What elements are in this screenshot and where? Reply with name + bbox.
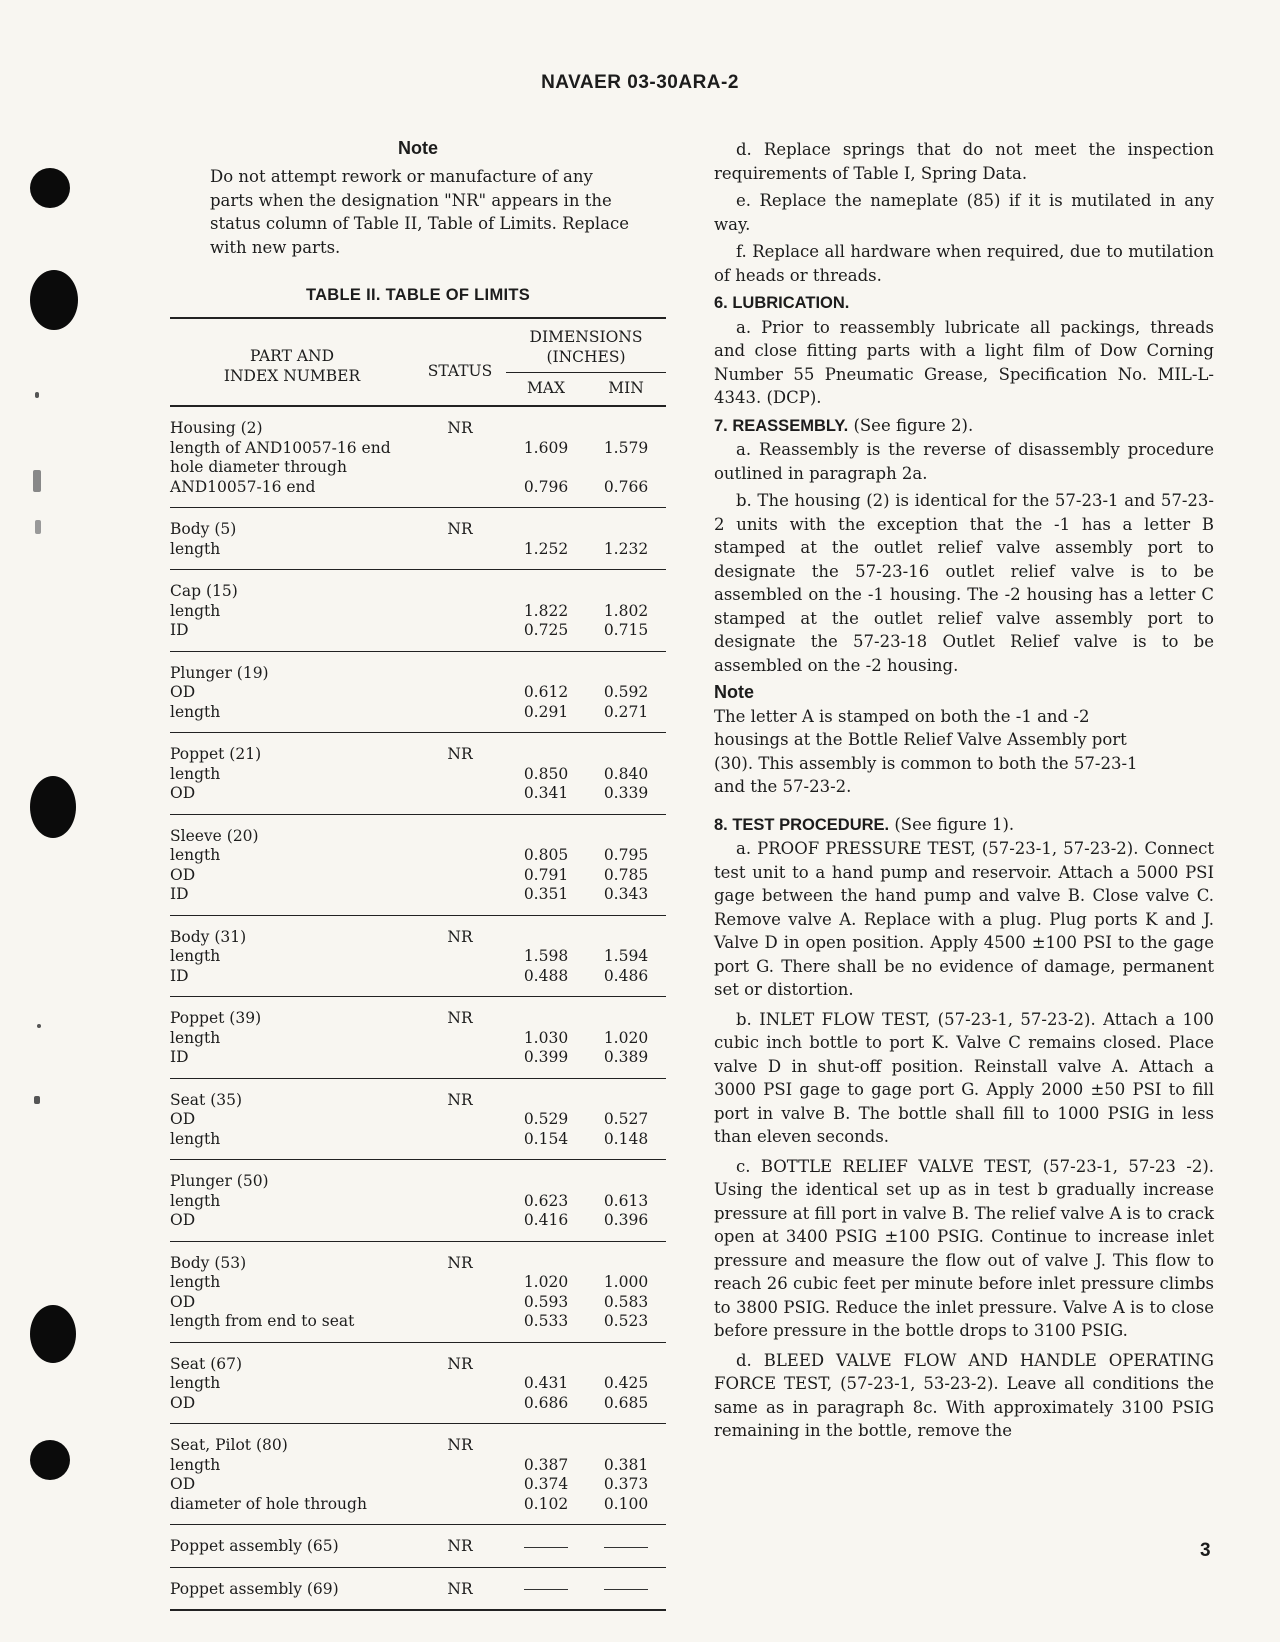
table-group [170,508,666,570]
status-cell [414,885,506,915]
max-cell [506,1160,586,1192]
min-cell: 1.802 [603,601,649,620]
max-cell: 0.374 [523,1475,569,1493]
max-cell: 1.598 [523,947,569,965]
table-row [170,540,666,570]
dimension-label: OD [170,1393,196,1412]
status-cell [414,1374,506,1394]
status-cell [414,967,506,997]
table-group [170,997,666,1079]
min-cell: 0.339 [603,784,649,802]
dimension-label: length [170,702,221,721]
min-cell: 0.766 [603,477,649,496]
dimension-label: length [170,947,221,965]
paragraph-8c: c. BOTTLE RELIEF VALVE TEST, (57-23-1, 57-23 -2). Using the identical set up as in test b gradually increase pressure at fill port in valve B. The relief valve A is to crack open at 3400 PSIG ±100 PSIG. Continue to increase inlet pressure and measure the flow out of valve J. This flow to reach 26 cubic feet per minute before inlet pressure climbs to 3800 PSIG. Reduce the inlet pressure. Valve A is to close before pressure in the bottle drops to 3100 PSIG. [714,1156,1214,1340]
status-cell [414,784,506,814]
status-cell [414,1394,506,1424]
max-cell: 0.529 [523,1110,569,1128]
table-group [170,733,666,815]
dimension-label: OD [170,865,196,884]
table-row [170,765,666,785]
max-cell [506,915,586,947]
paragraph-5e: e. Replace the nameplate (85) if it is mutilated in any way. [714,191,1214,234]
part-name: Poppet (21) [170,745,262,763]
binder-hole [30,1440,70,1480]
max-cell: 0.416 [523,1211,569,1229]
dimension-label: length [170,1374,221,1392]
status-cell: NR [447,1537,473,1555]
section-7-heading [714,414,1214,439]
min-cell: 0.685 [603,1393,649,1412]
status-cell [414,1273,506,1293]
scan-speck [35,392,39,398]
binder-hole [30,776,76,838]
note-2-text: The letter A is stamped on both the -1 and -2 housings at the Bottle Relief Valve Assembly port (30). This assembly is common to both the 57-23-1 and the 57-23-2. [714,706,1138,796]
min-cell [586,570,666,602]
table-row [170,1475,666,1495]
max-cell [506,1078,586,1110]
table-group [170,570,666,652]
table-row [170,439,666,459]
status-cell [414,947,506,967]
dimension-label: ID [170,1048,189,1066]
table-row [170,1160,666,1192]
max-cell: 1.822 [523,601,569,620]
status-cell: NR [447,1579,473,1598]
dash-mark [604,1589,648,1590]
min-cell: 0.785 [603,865,649,884]
status-cell [414,1495,506,1525]
min-column-header: MIN [608,379,644,397]
table-group [170,406,666,508]
max-cell: 0.612 [523,683,569,701]
min-cell: 0.148 [603,1129,649,1148]
status-cell [414,1211,506,1241]
table-group [170,1567,666,1610]
max-cell: 0.351 [523,885,569,903]
section-6-title: 6. LUBRICATION. [714,294,850,312]
min-cell [586,1525,666,1568]
max-cell: 0.686 [523,1393,569,1412]
max-cell [506,570,586,602]
note-text: Do not attempt rework or manufacture of any parts when the designation "NR" appears in the status column of Table II, Table of Limits. Replace with new parts. [210,167,630,257]
max-cell: 0.593 [523,1292,569,1311]
min-cell [586,1342,666,1374]
right-column [714,138,1214,1447]
max-cell [506,406,586,439]
status-cell [414,1029,506,1049]
min-cell: 0.425 [603,1374,649,1392]
min-cell: 0.795 [603,846,649,864]
table-group [170,1078,666,1160]
min-cell: 0.486 [603,966,649,985]
min-cell: 0.343 [603,885,649,903]
max-cell: 0.850 [523,764,569,783]
table-group [170,1160,666,1242]
note-2-title: Note [714,682,754,702]
min-cell: 0.592 [603,683,649,701]
table-row [170,885,666,915]
table-row [170,683,666,703]
max-cell [506,1342,586,1374]
max-cell: 0.102 [523,1494,569,1513]
section-7-title: 7. REASSEMBLY. [714,416,849,435]
status-cell [414,1160,506,1192]
scan-speck [34,1096,40,1104]
paragraph-6a: a. Prior to reassembly lubricate all packings, threads and close fitting parts with a light film of Dow Corning Number 55 Pneumatic Grease, Specification No. MIL-L-4343. (DCP). [714,317,1214,407]
part-name: Poppet assembly (65) [170,1537,339,1555]
dimension-label: ID [170,885,189,903]
table-row [170,947,666,967]
min-cell: 0.271 [603,702,649,721]
part-name: Cap (15) [170,582,238,600]
dash-mark [524,1589,568,1590]
dimension-label: length [170,1455,221,1474]
dimension-label: ID [170,966,189,985]
dimension-label: ID [170,621,189,639]
table-row [170,733,666,765]
dimensions-header [506,318,666,373]
max-cell [506,733,586,765]
part-name: Poppet assembly (69) [170,1579,339,1598]
max-cell: 0.291 [523,702,569,721]
status-cell [414,1192,506,1212]
max-column-header: MAX [526,379,566,397]
part-name: Plunger (19) [170,663,269,682]
part-name: Seat (67) [170,1354,243,1373]
dimension-label: length [170,601,221,620]
status-cell [414,1110,506,1130]
section-8-title: 8. TEST PROCEDURE. [714,815,890,834]
min-cell [586,508,666,540]
paragraph-8a: a. PROOF PRESSURE TEST, (57-23-1, 57-23-2). Connect test unit to a hand pump and reservoir. Attach a 5000 PSI gage between the hand pump and valve B. Close valve C. Remove valve A. Replace with a plug. Plug ports K and J. Valve D in open position. Apply 4500 ±100 PSI to the gage port G. There shall be no evidence of damage, permanent set or distortion. [714,839,1214,999]
table-row [170,651,666,683]
paragraph-8d: d. BLEED VALVE FLOW AND HANDLE OPERATING FORCE TEST, (57-23-1, 53-23-2). Leave all conditions the same as in paragraph 8c. With approximately 3100 PSIG remaining in the bottle, remove the [714,1350,1214,1440]
page-number: 3 [1200,1540,1211,1561]
dimension-label: length [170,1129,221,1148]
table-row [170,1525,666,1568]
dimension-label: OD [170,1292,196,1311]
max-cell: 0.341 [523,784,569,802]
min-cell: 1.232 [603,539,649,558]
max-cell: 0.725 [523,621,569,639]
dimension-label: OD [170,683,196,701]
min-cell: 0.381 [603,1455,649,1474]
table-row [170,1273,666,1293]
status-cell [414,1475,506,1495]
table-group [170,814,666,915]
min-cell [586,406,666,439]
table-row [170,814,666,846]
binder-hole [30,168,70,208]
note-title: Note [398,138,438,158]
table-row [170,784,666,814]
dimension-label: OD [170,1110,196,1128]
status-cell [414,683,506,703]
dimension-label: length [170,846,221,864]
status-cell [414,602,506,622]
paragraph-7b: b. The housing (2) is identical for the 57-23-1 and 57-23-2 units with the exception that the -1 has a letter B stamped at the outlet relief valve assembly port to designate the 57-23-16 outlet relief valve is to be assembled on the -1 housing. The -2 housing has a letter C stamped at the outlet relief valve assembly port to designate the 57-23-18 Outlet Relief valve is to be assembled on the -2 housing. [714,491,1214,675]
table-row [170,508,666,540]
status-cell [414,1312,506,1342]
max-cell: 0.623 [523,1191,569,1210]
scan-speck [33,470,41,492]
status-cell: NR [447,927,473,946]
table-row [170,1293,666,1313]
min-cell: 0.613 [603,1191,649,1210]
min-cell: 0.389 [603,1048,649,1066]
status-cell: NR [447,520,473,538]
min-cell: 1.020 [603,1028,649,1047]
table-row [170,1241,666,1273]
table-row [170,1495,666,1525]
part-name: Body (31) [170,927,247,946]
max-cell [506,1567,586,1610]
table-of-limits [170,317,666,1611]
max-cell: 1.609 [523,438,569,457]
table-group [170,1241,666,1342]
table-row [170,602,666,622]
max-cell: 0.387 [523,1455,569,1474]
max-cell: 1.252 [523,539,569,558]
table-row [170,621,666,651]
status-cell [414,703,506,733]
part-name: Body (5) [170,520,237,538]
dimension-label: length [170,539,221,558]
dash-mark [604,1547,648,1548]
table-row [170,997,666,1029]
page-header: NAVAER 03-30ARA-2 [541,72,739,93]
max-cell: 0.796 [523,477,569,496]
min-cell [586,1160,666,1192]
paragraph-7a: a. Reassembly is the reverse of disassembly procedure outlined in paragraph 2a. [714,440,1214,483]
min-cell: 1.579 [603,438,649,457]
table-group [170,651,666,733]
table-row [170,703,666,733]
status-cell: NR [447,1253,473,1272]
dimension-label: length [170,1191,221,1210]
min-cell: 1.000 [603,1273,649,1291]
table-row [170,1110,666,1130]
dimension-label: hole diameter through [170,458,347,476]
part-header-line1: PART AND [249,346,335,365]
min-cell [586,1567,666,1610]
status-cell [414,1456,506,1476]
min-cell: 0.523 [603,1312,649,1330]
min-cell: 1.594 [603,947,649,965]
table-row [170,458,666,478]
status-cell [414,621,506,651]
paragraph-5f: f. Replace all hardware when required, due to mutilation of heads or threads. [714,242,1214,285]
status-cell [414,814,506,846]
table-row [170,478,666,508]
status-cell [414,458,506,478]
part-name: Body (53) [170,1253,247,1272]
table-row [170,1078,666,1110]
dimension-label: diameter of hole through [170,1494,367,1513]
min-cell: 0.715 [603,621,649,639]
dimension-label: length [170,764,221,783]
section-8-figure-ref: (See figure 1). [894,814,1015,834]
min-cell [586,915,666,947]
dimension-label: OD [170,784,196,802]
status-cell [414,439,506,459]
table-row [170,1456,666,1476]
part-name: Housing (2) [170,419,263,437]
status-cell: NR [447,1090,473,1109]
min-cell [586,651,666,683]
section-6-heading [714,291,1214,316]
table-row [170,1374,666,1394]
part-name: Sleeve (20) [170,826,259,845]
table-group [170,1525,666,1568]
min-cell: 0.396 [603,1211,649,1229]
table-row [170,1424,666,1456]
part-name: Poppet (39) [170,1009,262,1027]
table-row [170,1394,666,1424]
max-cell: 1.030 [523,1028,569,1047]
min-cell: 0.840 [603,764,649,783]
binder-hole [30,1305,76,1363]
status-cell [414,1048,506,1078]
scan-speck [35,520,41,534]
table-row [170,915,666,947]
section-8-heading [714,813,1214,838]
binder-hole [30,270,78,330]
dimension-label: OD [170,1475,196,1493]
left-column [170,138,666,1611]
max-cell [506,814,586,846]
status-cell: NR [447,1436,473,1454]
part-header-line2: INDEX NUMBER [223,366,361,385]
max-cell [506,997,586,1029]
dimension-label: length [170,1028,221,1047]
table-row [170,1048,666,1078]
max-cell: 0.488 [523,966,569,985]
status-cell [414,478,506,508]
table-row [170,406,666,439]
max-cell: 0.533 [523,1312,569,1330]
min-cell [586,1078,666,1110]
max-cell [506,1525,586,1568]
table-row [170,1192,666,1212]
table-row [170,967,666,997]
dim-header-line1: DIMENSIONS [529,328,643,346]
max-cell: 0.791 [523,865,569,884]
part-name: Seat, Pilot (80) [170,1436,288,1454]
paragraph-8b: b. INLET FLOW TEST, (57-23-1, 57-23-2). Attach a 100 cubic inch bottle to port K. Valve C remains closed. Place valve D in shut-off position. Reinstall valve A. Attach a 3000 PSI gage to gage port G. Apply 2000 ±50 PSI to fill port in valve B. The bottle shall fill to 1000 PSIG in less than eleven seconds. [714,1009,1214,1146]
min-cell [586,1424,666,1456]
min-cell [586,458,666,478]
max-cell: 0.154 [523,1129,569,1148]
min-cell [586,814,666,846]
part-name: Plunger (50) [170,1172,269,1190]
table-row [170,1342,666,1374]
status-cell [414,651,506,683]
min-cell: 0.100 [603,1494,649,1513]
status-cell: NR [447,419,473,437]
dimension-label: length [170,1273,221,1291]
status-cell [414,866,506,886]
max-cell: 0.399 [523,1048,569,1066]
status-cell [414,846,506,866]
max-cell [506,1424,586,1456]
max-cell [506,651,586,683]
min-cell [586,1241,666,1273]
part-name: Seat (35) [170,1090,243,1109]
status-cell: NR [447,1009,473,1027]
dimension-label: length of AND10057-16 end [170,438,391,457]
min-cell [586,733,666,765]
max-cell [506,1241,586,1273]
table-row [170,846,666,866]
table-row [170,1211,666,1241]
status-cell: NR [447,745,473,763]
table-group [170,915,666,997]
table-title: TABLE II. TABLE OF LIMITS [305,286,531,304]
table-row [170,1312,666,1342]
min-cell: 0.527 [603,1110,649,1128]
status-cell: NR [447,1354,473,1373]
table-group [170,1342,666,1424]
min-cell [586,997,666,1029]
status-cell [414,765,506,785]
part-column-header [170,318,414,406]
max-cell: 1.020 [523,1273,569,1291]
max-cell [506,458,586,478]
status-cell [414,570,506,602]
min-cell: 0.373 [603,1475,649,1493]
dim-header-line2: (INCHES) [546,348,626,366]
max-cell: 0.805 [523,846,569,864]
paragraph-5d: d. Replace springs that do not meet the inspection requirements of Table I, Spring Data. [714,140,1214,183]
max-cell [506,508,586,540]
status-column-header: STATUS [427,361,493,380]
section-7-figure-ref: (See figure 2). [853,415,974,435]
table-row [170,1567,666,1610]
min-cell: 0.583 [603,1292,649,1311]
status-cell [414,1130,506,1160]
dimension-label: AND10057-16 end [170,477,316,496]
dimension-label: OD [170,1211,196,1229]
table-row [170,1130,666,1160]
status-cell [414,540,506,570]
dash-mark [524,1547,568,1548]
scan-speck [37,1024,41,1028]
table-row [170,570,666,602]
table-group [170,1424,666,1525]
max-cell: 0.431 [523,1374,569,1392]
table-row [170,866,666,886]
dimension-label: length from end to seat [170,1312,355,1330]
table-row [170,1029,666,1049]
status-cell [414,1293,506,1313]
